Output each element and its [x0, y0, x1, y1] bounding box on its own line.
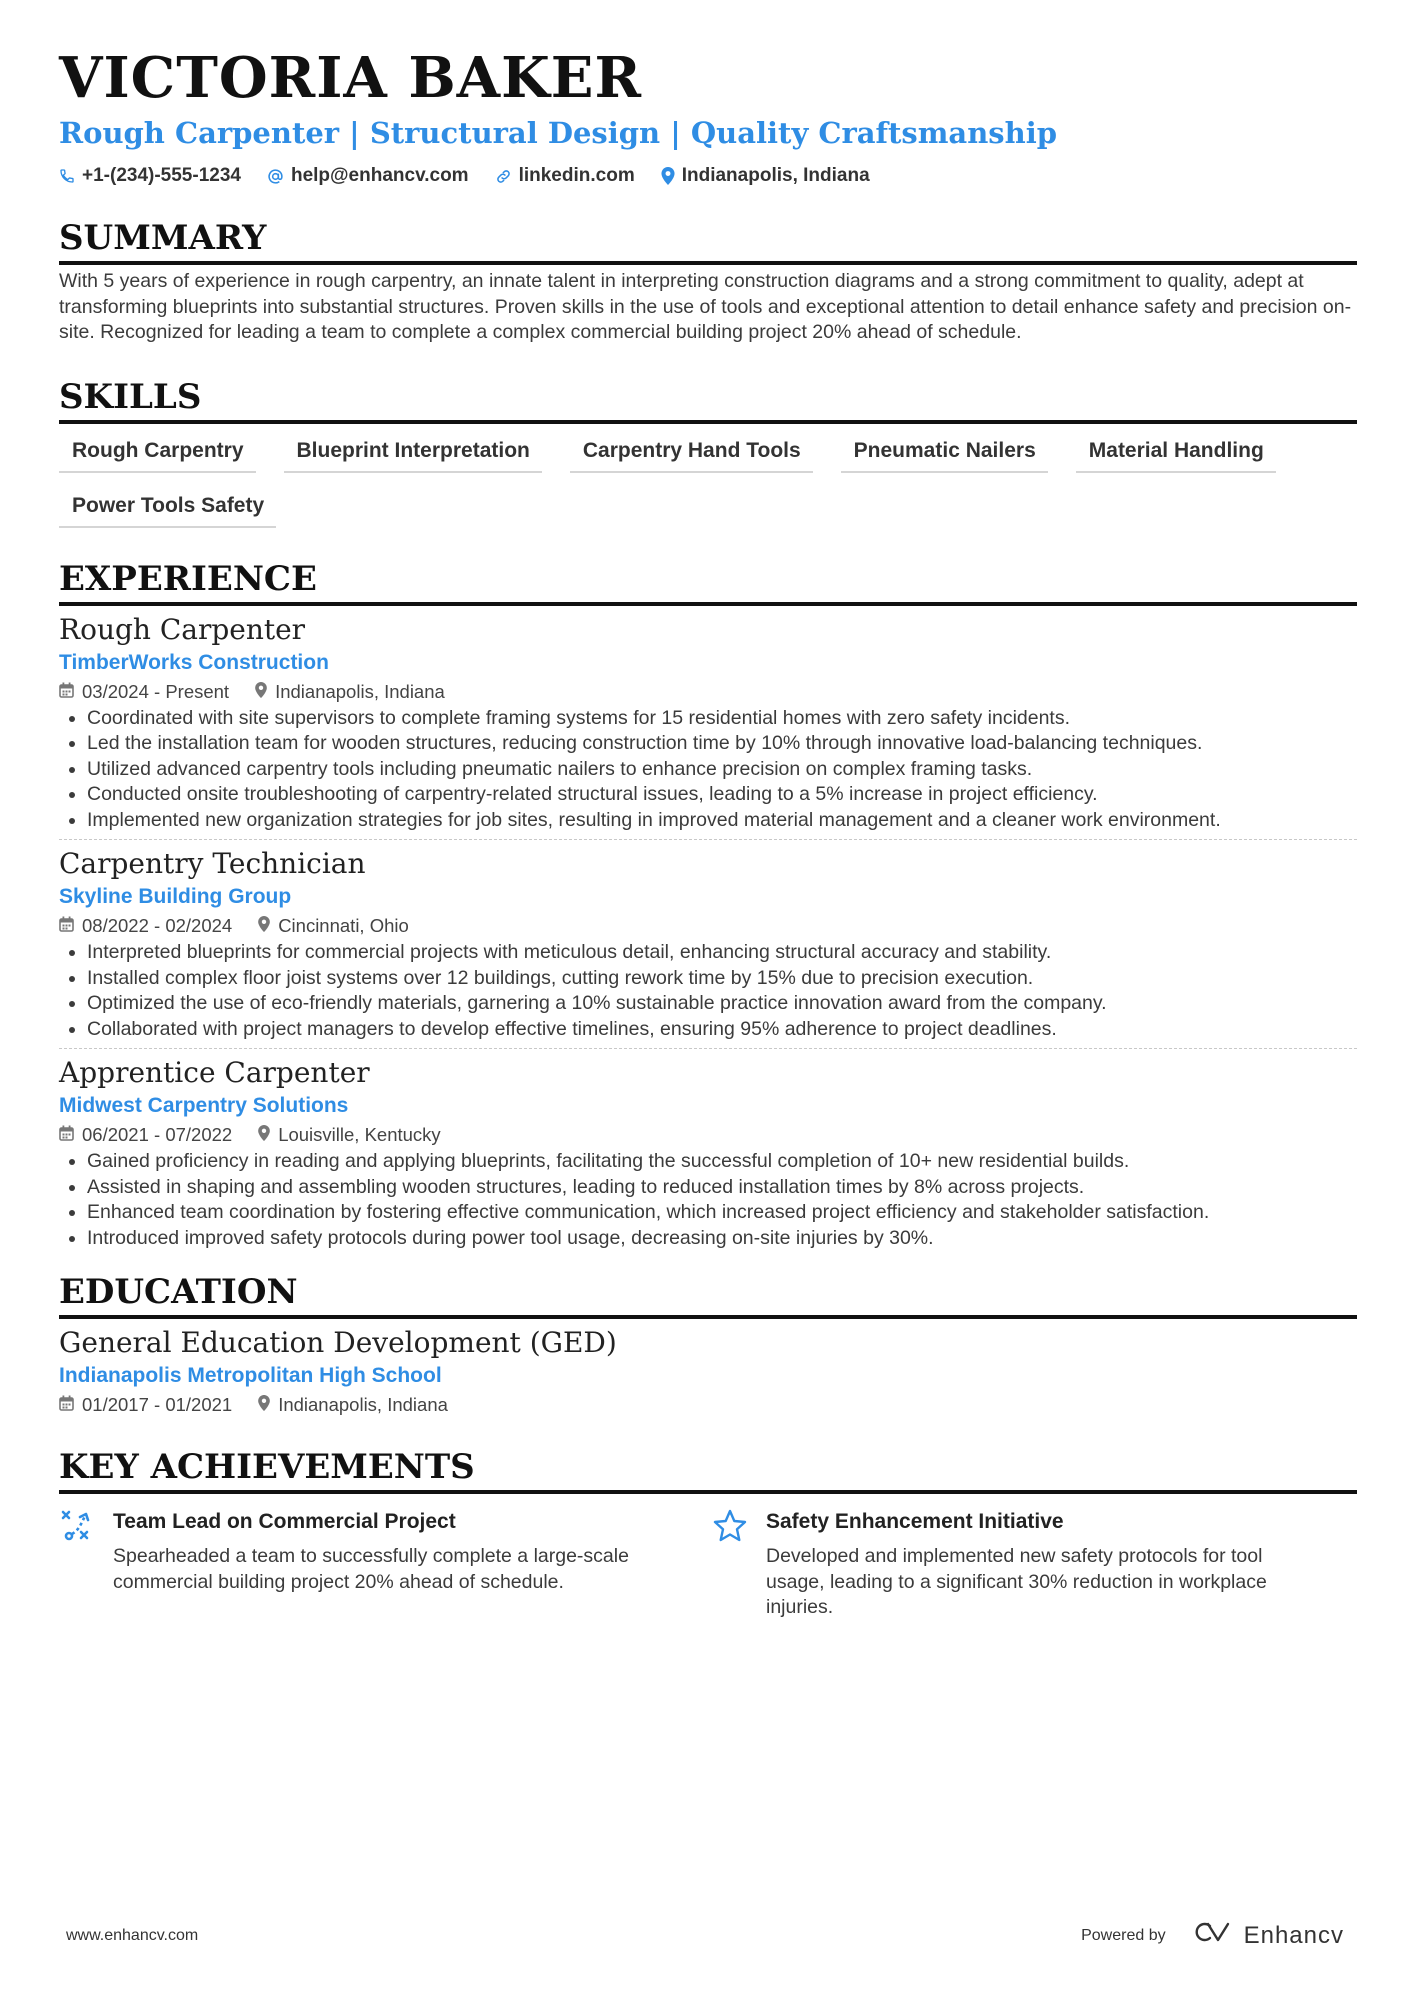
powered-by-label: Powered by — [1081, 1926, 1166, 1944]
job-title: Apprentice Carpenter — [59, 1056, 370, 1089]
contact-phone[interactable] — [59, 165, 241, 187]
job-title: Rough Carpenter — [59, 612, 306, 646]
job-meta — [59, 1124, 1357, 1146]
powered-by — [1081, 1920, 1344, 1951]
contact-location-text: Indianapolis, Indiana — [681, 165, 870, 186]
bullet-item: • Implemented new organization strategies for job sites, resulting in improved material management and a cleaner work environment. — [87, 808, 1357, 834]
contact-linkedin[interactable] — [495, 165, 635, 187]
achievement-item — [59, 1508, 704, 1621]
skill-tag: Pneumatic Nailers — [841, 432, 1048, 473]
skill-tag: Blueprint Interpretation — [284, 432, 542, 473]
job-title: Carpentry Technician — [59, 847, 366, 880]
education-entry — [59, 1325, 1357, 1416]
job-bullets — [59, 706, 1357, 834]
achievement-item — [704, 1508, 1357, 1621]
bullet-item: • Utilized advanced carpentry tools including pneumatic nailers to enhance precision on complex framing tasks. — [87, 757, 1357, 783]
enhancv-logo-icon — [1190, 1920, 1236, 1951]
summary-section — [59, 217, 1357, 346]
bullet-item: • Enhanced team coordination by fostering effective communication, which increased project efficiency and stakeholder satisfaction. — [87, 1200, 1357, 1226]
calendar-icon — [59, 915, 74, 937]
bullet-item: • Led the installation team for wooden structures, reducing construction time by 10% through innovative load-balancing techniques. — [87, 731, 1357, 757]
job-meta — [59, 915, 1357, 937]
calendar-icon — [59, 681, 74, 703]
education-location — [258, 1394, 448, 1416]
job-dates — [59, 915, 232, 937]
enhancv-logo[interactable] — [1190, 1920, 1344, 1951]
bullet-item: • Introduced improved safety protocols during power tool usage, decreasing on-site injuries by 30%. — [87, 1226, 1357, 1252]
bullet-item: • Conducted onsite troubleshooting of carpentry-related structural issues, leading to a 5% increase in project efficiency. — [87, 782, 1357, 808]
job-entry — [59, 1048, 1357, 1257]
location-pin-icon — [258, 1124, 270, 1146]
bullet-item: • Interpreted blueprints for commercial projects with meticulous detail, enhancing structural accuracy and stability. — [87, 940, 1357, 966]
education-heading: EDUCATION — [59, 1271, 1357, 1319]
resume-page — [59, 44, 1357, 1621]
location-pin-icon — [258, 915, 270, 937]
job-location-text: Cincinnati, Ohio — [278, 915, 409, 936]
enhancv-brand-text: Enhancv — [1243, 1921, 1344, 1949]
calendar-icon — [59, 1124, 74, 1146]
contact-phone-text: +1-(234)-555-1234 — [82, 165, 241, 186]
education-dates-text: 01/2017 - 01/2021 — [82, 1394, 233, 1415]
job-dates — [59, 681, 229, 703]
location-pin-icon — [255, 681, 267, 703]
job-location-text: Louisville, Kentucky — [278, 1124, 441, 1145]
skill-tag: Carpentry Hand Tools — [570, 432, 813, 473]
job-location — [258, 915, 409, 937]
job-dates-text: 03/2024 - Present — [82, 680, 230, 702]
company-name: Midwest Carpentry Solutions — [59, 1094, 349, 1117]
experience-heading: EXPERIENCE — [59, 558, 1357, 606]
bullet-item: • Optimized the use of eco-friendly materials, garnering a 10% sustainable practice innovation award from the company. — [87, 991, 1357, 1017]
job-location-text: Indianapolis, Indiana — [275, 680, 445, 702]
job-entry — [59, 839, 1357, 1048]
education-dates — [59, 1394, 232, 1416]
achievement-title: Safety Enhancement Initiative — [766, 1510, 1064, 1533]
achievements-section — [59, 1446, 1357, 1621]
summary-heading: SUMMARY — [59, 217, 1357, 265]
footer-website-link[interactable]: www.enhancv.com — [66, 1926, 199, 1944]
calendar-icon — [59, 1394, 74, 1416]
strategy-icon — [59, 1508, 99, 1621]
company-name: Skyline Building Group — [59, 885, 292, 908]
experience-section — [59, 558, 1357, 1258]
location-pin-icon — [661, 167, 675, 185]
job-location — [258, 1124, 440, 1146]
achievement-content — [766, 1508, 1357, 1621]
skills-heading: SKILLS — [59, 376, 1357, 424]
link-icon — [495, 168, 512, 185]
achievement-description: Developed and implemented new safety protocols for tool usage, leading to a significant 30% reduction in workplace injuries. — [766, 1545, 1267, 1618]
skills-list — [59, 432, 1357, 528]
job-dates — [59, 1124, 232, 1146]
education-meta — [59, 1394, 1357, 1416]
skills-section — [59, 376, 1357, 528]
company-name: TimberWorks Construction — [59, 650, 329, 674]
contact-location — [661, 165, 870, 187]
page-footer — [66, 1920, 1344, 1951]
skill-tag: Power Tools Safety — [59, 487, 276, 528]
contact-bar — [59, 165, 1357, 187]
bullet-item: • Installed complex floor joist systems over 12 buildings, cutting rework time by 15% due to precision execution. — [87, 966, 1357, 992]
bullet-item: • Collaborated with project managers to develop effective timelines, ensuring 95% adherence to project deadlines. — [87, 1017, 1357, 1043]
school-name: Indianapolis Metropolitan High School — [59, 1364, 442, 1387]
education-section — [59, 1271, 1357, 1416]
summary-text: With 5 years of experience in rough carpentry, an innate talent in interpreting construction diagrams and a strong commitment to quality, adept at transforming blueprints into substantial structures. Proven skills in the use of tools and exceptional attention to detail enhance safety and precision on-site. Recognized for leading a team to complete a complex commercial building project 20% ahead of schedule. — [59, 270, 1352, 343]
job-dates-text: 08/2022 - 02/2024 — [82, 915, 233, 936]
bullet-item: • Coordinated with site supervisors to complete framing systems for 15 residential homes with zero safety incidents. — [87, 706, 1357, 732]
contact-email-text: help@enhancv.com — [290, 165, 469, 186]
candidate-name: VICTORIA BAKER — [59, 45, 643, 111]
degree-title: General Education Development (GED) — [59, 1326, 617, 1359]
job-meta — [59, 681, 1357, 703]
contact-email[interactable] — [267, 165, 469, 187]
skill-tag: Material Handling — [1076, 432, 1276, 473]
job-location — [255, 681, 445, 703]
achievements-heading: KEY ACHIEVEMENTS — [59, 1446, 1357, 1494]
achievement-content — [113, 1508, 704, 1621]
candidate-tagline: Rough Carpenter | Structural Design | Quality Craftsmanship — [59, 116, 1058, 150]
achievements-list — [59, 1508, 1357, 1621]
bullet-item: • Gained proficiency in reading and applying blueprints, facilitating the successful completion of 10+ new residential builds. — [87, 1149, 1357, 1175]
job-entry — [59, 612, 1357, 840]
job-bullets — [59, 940, 1357, 1042]
skill-tag: Rough Carpentry — [59, 432, 256, 473]
achievement-description: Spearheaded a team to successfully complete a large-scale commercial building project 20% ahead of schedule. — [113, 1545, 629, 1593]
location-pin-icon — [258, 1394, 270, 1416]
star-icon — [712, 1508, 752, 1621]
at-icon — [267, 168, 284, 185]
contact-linkedin-text: linkedin.com — [518, 165, 635, 186]
phone-icon — [59, 168, 75, 184]
job-dates-text: 06/2021 - 07/2022 — [82, 1124, 233, 1145]
achievement-title: Team Lead on Commercial Project — [113, 1510, 456, 1533]
job-bullets — [59, 1149, 1357, 1251]
education-location-text: Indianapolis, Indiana — [278, 1394, 448, 1415]
bullet-item: • Assisted in shaping and assembling wooden structures, leading to reduced installation times by 8% across projects. — [87, 1175, 1357, 1201]
